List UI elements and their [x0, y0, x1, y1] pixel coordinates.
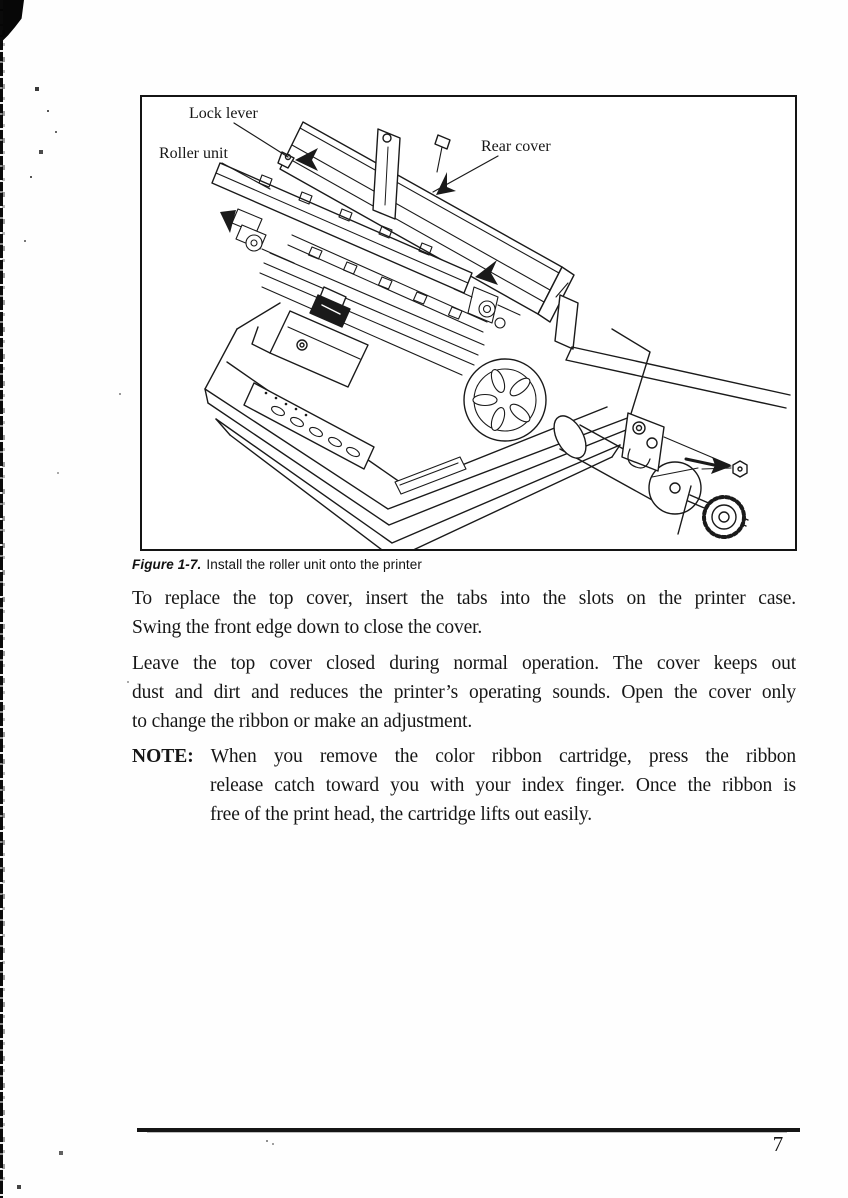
body-line: To replace the top cover, insert the tabs into the slots on the printer case.	[132, 588, 796, 609]
arrow-detail-tail	[686, 459, 714, 465]
printer-line-drawing	[142, 97, 795, 549]
body-line: Leave the top cover closed during normal operation. The cover keeps out	[132, 653, 796, 674]
arrow-rear-cover	[436, 172, 456, 195]
body-line: Swing the front edge down to close the cover.	[132, 617, 483, 638]
figure-label-lock-lever: Lock lever	[189, 105, 258, 122]
ribbon-cartridge	[252, 287, 368, 387]
control-panel	[244, 383, 374, 469]
figure-label-roller-unit: Roller unit	[159, 145, 228, 162]
note-paragraph	[132, 742, 796, 829]
figure-caption-number: Figure 1-7.	[132, 557, 202, 572]
scan-speckles	[0, 0, 2, 2]
hinge-plate	[373, 129, 400, 219]
body-line: dust and dirt and reduces the printer’s operating sounds. Open the cover only	[132, 682, 796, 703]
footer-rule	[137, 1128, 800, 1132]
note-label: NOTE:	[132, 746, 194, 767]
note-line-3: free of the print head, the cartridge lifts out easily.	[210, 804, 592, 825]
note-line-1	[132, 742, 796, 771]
note-text: When you remove the color ribbon cartridge, press the ribbon	[210, 746, 796, 767]
left-sprocket-unit	[232, 209, 294, 263]
figure-label-rear-cover: Rear cover	[481, 138, 551, 155]
platen-knob	[464, 359, 546, 441]
figure-frame	[140, 95, 797, 551]
roller-detail-drawing	[547, 347, 790, 537]
note-line-2: release catch toward you with your index finger. Once the ribbon is	[210, 775, 796, 796]
front-slot	[395, 457, 466, 494]
binding-edge-strip-2	[2, 30, 5, 1190]
page-number: 7	[772, 1132, 784, 1156]
figure-caption	[132, 557, 796, 572]
paragraph-replace-cover	[132, 584, 796, 642]
figure-caption-text: Install the roller unit onto the printer	[206, 557, 422, 572]
body-line: to change the ribbon or make an adjustment.	[132, 711, 473, 732]
paragraph-keep-closed	[132, 649, 796, 736]
